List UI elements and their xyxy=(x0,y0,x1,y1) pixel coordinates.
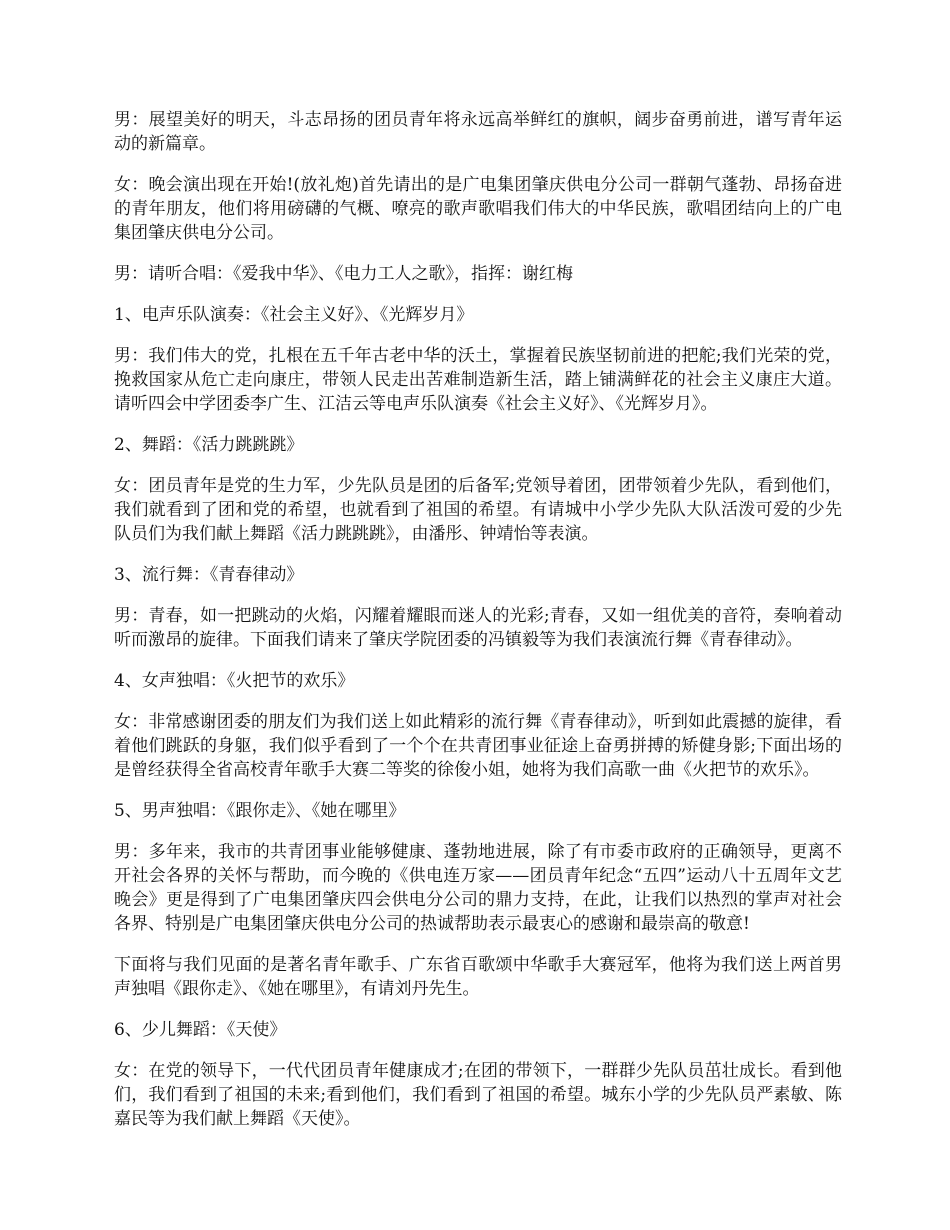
paragraph-band-intro: 男：我们伟大的党，扎根在五千年古老中华的沃土，掌握着民族坚韧前进的把舵;我们光荣的党，挽救国家从危亡走向康庄，带领人民走出苦难制造新生活，踏上铺满鲜花的社会主义康庄大道。请听四会中学团委李广生、江洁云等电声乐队演奏《社会主义好》、《光辉岁月》。 xyxy=(114,346,842,414)
program-item-4-heading: 4、女声独唱：《火把节的欢乐》 xyxy=(114,671,355,691)
paragraph-female-solo-intro: 女：非常感谢团委的朋友们为我们送上如此精彩的流行舞《青春律动》，听到如此震撼的旋律，看着他们跳跃的身躯，我们似乎看到了一个个在共青团事业征途上奋勇拼搏的矫健身影;下面出场的是曾经获得全省高校青年歌手大赛二等奖的徐俊小姐，她将为我们高歌一曲《火把节的欢乐》。 xyxy=(114,712,842,780)
paragraph-dance-intro: 女：团员青年是党的生力军，少先队员是团的后备军;党领导着团，团带领着少先队，看到他们，我们就看到了团和党的希望，也就看到了祖国的希望。有请城中小学少先队大队活泼可爱的少先队员们为我们献上舞蹈《活力跳跳跳》，由潘彤、钟靖怡等表演。 xyxy=(114,476,842,544)
paragraph-thanks-remark: 男：多年来，我市的共青团事业能够健康、蓬勃地进展，除了有市委市政府的正确领导，更离不开社会各界的关怀与帮助，而今晚的《供电连万家——团员青年纪念“五四”运动八十五周年文艺晚会》更是得到了广电集团肇庆四会供电分公司的鼎力支持，在此，让我们以热烈的掌声对社会各界、特别是广电集团肇庆供电分公司的热诚帮助表示最衷心的感谢和最崇高的敬意! xyxy=(114,842,842,934)
program-item-5-heading: 5、男声独唱：《跟你走》、《她在哪里》 xyxy=(114,801,406,821)
program-item-2-heading: 2、舞蹈：《活力跳跳跳》 xyxy=(114,435,304,455)
paragraph-chorus-intro: 男：请听合唱：《爱我中华》、《电力工人之歌》，指挥：谢红梅 xyxy=(114,264,573,284)
paragraph-children-dance-intro: 女：在党的领导下，一代代团员青年健康成才;在团的带领下，一群群少先队员茁壮成长。看到他们，我们看到了祖国的未来;看到他们，我们看到了祖国的希望。城东小学的少先队员严素敏、陈嘉民等为我们献上舞蹈《天使》。 xyxy=(114,1061,842,1129)
paragraph-opening-announcement: 女：晚会演出现在开始!(放礼炮)首先请出的是广电集团肇庆供电分公司一群朝气蓬勃、昂扬奋进的青年朋友，他们将用磅礴的气概、嘹亮的歌声歌唱我们伟大的中华民族，歌唱团结向上的广电集团肇庆供电分公司。 xyxy=(114,175,842,243)
paragraph-male-solo-intro: 下面将与我们见面的是著名青年歌手、广东省百歌颂中华歌手大赛冠军，他将为我们送上两首男声独唱《跟你走》、《她在哪里》，有请刘丹先生。 xyxy=(114,955,842,999)
program-item-3-heading: 3、流行舞：《青春律动》 xyxy=(114,565,304,585)
program-item-6-heading: 6、少儿舞蹈：《天使》 xyxy=(114,1020,287,1040)
program-item-1-heading: 1、电声乐队演奏：《社会主义好》、《光辉岁月》 xyxy=(114,305,474,325)
paragraph-pop-dance-intro: 男：青春，如一把跳动的火焰，闪耀着耀眼而迷人的光彩;青春，又如一组优美的音符，奏响着动听而激昂的旋律。下面我们请来了肇庆学院团委的冯镇毅等为我们表演流行舞《青春律动》。 xyxy=(114,606,842,650)
document-page xyxy=(114,108,842,1148)
paragraph-closing-remark: 男：展望美好的明天，斗志昂扬的团员青年将永远高举鲜红的旗帜，阔步奋勇前进，谱写青年运动的新篇章。 xyxy=(114,110,842,154)
